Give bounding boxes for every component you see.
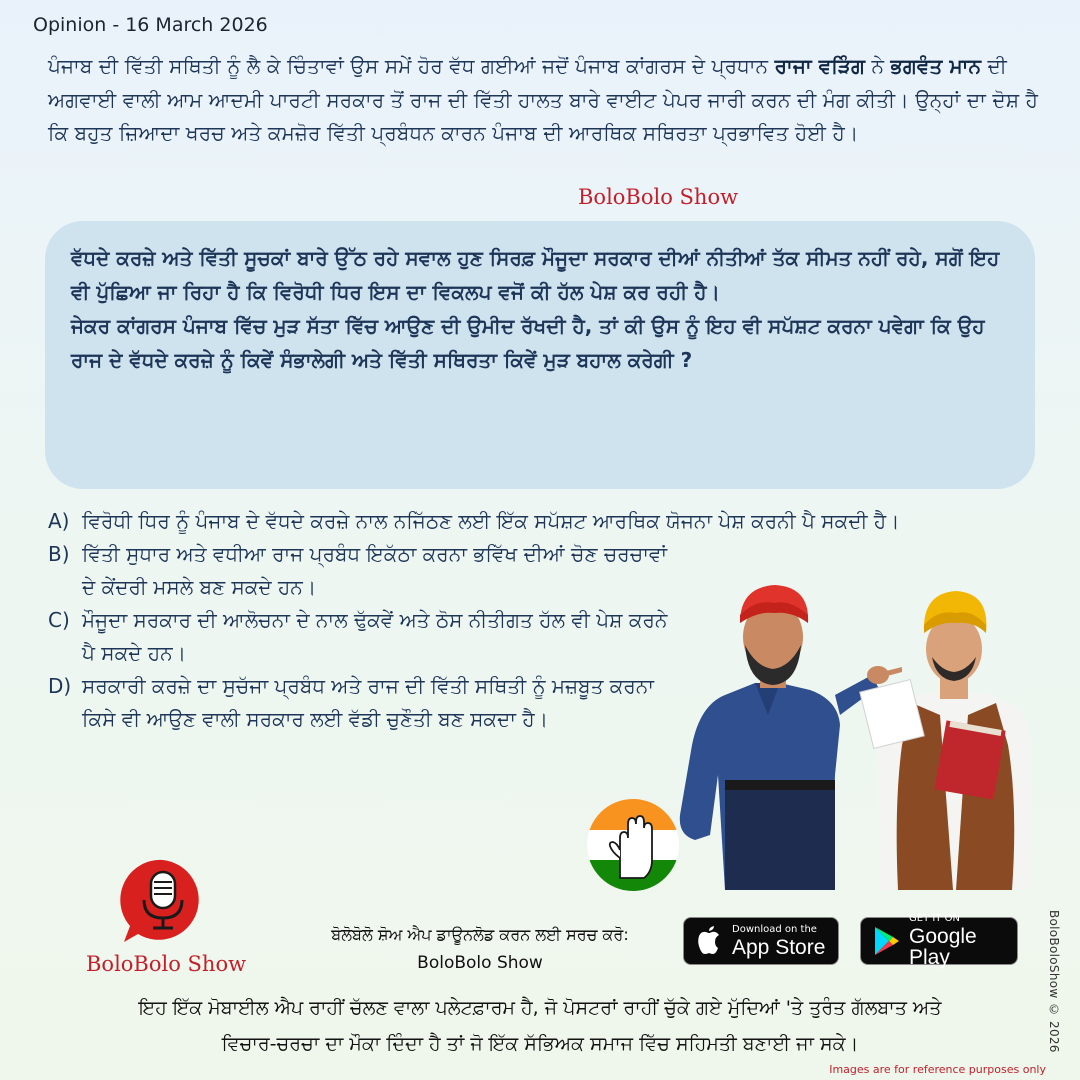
intro-part2: ਨੇ <box>865 54 891 78</box>
option-letter: B) <box>48 542 70 566</box>
man-red-turban <box>680 585 902 890</box>
brand-name: BoloBolo Show <box>86 952 247 976</box>
intro-part1: ਪੰਜਾਬ ਦੀ ਵਿੱਤੀ ਸਥਿਤੀ ਨੂੰ ਲੈ ਕੇ ਚਿੰਤਾਵਾਂ ਉਸ ਸਮੇਂ ਹੋਰ ਵੱਧ ਗਈਆਂ ਜਦੋਂ ਪੰਜਾਬ ਕਾਂਗਰਸ ਦੇ ਪ੍ਰਧਾਨ <box>48 54 775 78</box>
option-text: ਸਰਕਾਰੀ ਕਰਜ਼ੇ ਦਾ ਸੁਚੱਜਾ ਪ੍ਰਬੰਧ ਅਤੇ ਰਾਜ ਦੀ ਵਿੱਤੀ ਸਥਿਤੀ ਨੂੰ ਮਜ਼ਬੂਤ ਕਰਨਾ ਕਿਸੇ ਵੀ ਆਉਣ ਵਾਲੀ ਸਰਕਾਰ ਲਈ ਵੱਡੀ ਚੁਣੌਤੀ ਬਣ ਸਕਦਾ ਹੈ। <box>82 674 655 731</box>
app-store-small-text: Download on the <box>732 923 817 935</box>
download-app-name: BoloBolo Show <box>417 953 543 973</box>
google-play-button[interactable] <box>860 913 1018 969</box>
google-play-small-text: GET IT ON <box>909 913 960 924</box>
option-letter: C) <box>48 608 70 632</box>
app-store-big-text: App Store <box>732 935 826 959</box>
footer-line-2: ਵਿਚਾਰ-ਚਰਚਾ ਦਾ ਮੌਕਾ ਦਿੰਦਾ ਹੈ ਤਾਂ ਜੋ ਇੱਕ ਸੱਭਿਅਕ ਸਮਾਜ ਵਿੱਚ ਸਹਿਮਤੀ ਬਣਾਈ ਜਾ ਸਕੇ। <box>221 1033 859 1055</box>
footer-line-1: ਇਹ ਇੱਕ ਮੋਬਾਈਲ ਐਪ ਰਾਹੀਂ ਚੱਲਣ ਵਾਲਾ ਪਲੇਟਫ਼ਾਰਮ ਹੈ, ਜੋ ਪੋਸਟਰਾਂ ਰਾਹੀਂ ਚੁੱਕੇ ਗਏ ਮੁੱਦਿਆਂ 'ਤੇ ਤੁਰੰਤ ਗੱਲਬਾਤ ਅਤੇ <box>138 997 942 1019</box>
intro-paragraph <box>48 50 1048 151</box>
option-a[interactable] <box>48 505 998 538</box>
copyright-vertical: BoloBoloShow © 2026 <box>1047 910 1061 1053</box>
raised-hand-logo <box>586 798 680 892</box>
option-letter: D) <box>48 674 72 698</box>
download-prompt-text: ਬੋਲੋਬੋਲੋ ਸ਼ੋਅ ਐਪ ਡਾਊਨਲੋਡ ਕਰਨ ਲਈ ਸਰਚ ਕਰੋ: <box>331 925 629 944</box>
highlight-para-1: ਵੱਧਦੇ ਕਰਜ਼ੇ ਅਤੇ ਵਿੱਤੀ ਸੂਚਕਾਂ ਬਾਰੇ ਉੱਠ ਰਹੇ ਸਵਾਲ ਹੁਣ ਸਿਰਫ਼ ਮੌਜੂਦਾ ਸਰਕਾਰ ਦੀਆਂ ਨੀਤੀਆਂ ਤੱਕ ਸੀਮਤ ਨਹੀਂ ਰਹੇ, ਸਗੋਂ ਇਹ ਵੀ ਪੁੱਛਿਆ ਜਾ ਰਿਹਾ ਹੈ ਕਿ ਵਿਰੋਧੀ ਧਿਰ ਇਸ ਦਾ ਵਿਕਲਪ ਵਜੋਂ ਕੀ ਹੱਲ ਪੇਸ਼ ਕਰ ਰਹੀ ਹੈ। <box>71 246 1000 304</box>
google-play-icon <box>871 925 901 957</box>
intro-name-raja-warring: ਰਾਜਾ ਵੜਿੰਗ <box>774 54 865 78</box>
download-prompt <box>300 921 660 977</box>
google-play-big-text: Google Play <box>909 925 977 969</box>
intro-part3: ਦੀ ਅਗਵਾਈ ਵਾਲੀ ਆਮ ਆਦਮੀ ਪਾਰਟੀ ਸਰਕਾਰ ਤੋਂ ਰਾਜ ਦੀ ਵਿੱਤੀ ਹਾਲਤ ਬਾਰੇ ਵਾਈਟ ਪੇਪਰ ਜਾਰੀ ਕਰਨ ਦੀ ਮੰਗ ਕੀਤੀ। ਉਨ੍ਹਾਂ ਦਾ ਦੋਸ਼ ਹੈ ਕਿ ਬਹੁਤ ਜ਼ਿਆਦਾ ਖਰਚ ਅਤੇ ਕਮਜ਼ੋਰ ਵਿੱਤੀ ਪ੍ਰਬੰਧਨ ਕਾਰਨ ਪੰਜਾਬ ਦੀ ਆਰਥਿਕ ਸਥਿਰਤਾ ਪ੍ਰਭਾਵਿਤ ਹੋਈ ਹੈ। <box>48 54 1039 145</box>
app-store-button[interactable] <box>683 917 839 965</box>
man-yellow-turban <box>860 591 1032 890</box>
option-text: ਮੌਜੂਦਾ ਸਰਕਾਰ ਦੀ ਆਲੋਚਨਾ ਦੇ ਨਾਲ ਢੁੱਕਵੇਂ ਅਤੇ ਠੋਸ ਨੀਤੀਗਤ ਹੱਲ ਵੀ ਪੇਸ਼ ਕਰਨੇ ਪੈ ਸਕਦੇ ਹਨ। <box>82 608 668 665</box>
option-text: ਵਿੱਤੀ ਸੁਧਾਰ ਅਤੇ ਵਧੀਆ ਰਾਜ ਪ੍ਰਬੰਧ ਇਕੱਠਾ ਕਰਨਾ ਭਵਿੱਖ ਦੀਆਂ ਚੋਣ ਚਰਚਾਵਾਂ ਦੇ ਕੇਂਦਰੀ ਮਸਲੇ ਬਣ ਸਕਦੇ ਹਨ। <box>82 542 668 599</box>
highlight-box <box>45 221 1035 489</box>
intro-name-bhagwant-mann: ਭਗਵੰਤ ਮਾਨ <box>890 54 982 78</box>
option-text: ਵਿਰੋਧੀ ਧਿਰ ਨੂੰ ਪੰਜਾਬ ਦੇ ਵੱਧਦੇ ਕਰਜ਼ੇ ਨਾਲ ਨਜਿੱਠਣ ਲਈ ਇੱਕ ਸਪੱਸ਼ਟ ਆਰਥਿਕ ਯੋਜਨਾ ਪੇਸ਼ ਕਰਨੀ ਪੈ ਸਕਦੀ ਹੈ। <box>82 509 900 533</box>
highlight-para-2: ਜੇਕਰ ਕਾਂਗਰਸ ਪੰਜਾਬ ਵਿੱਚ ਮੁੜ ਸੱਤਾ ਵਿੱਚ ਆਉਣ ਦੀ ਉਮੀਦ ਰੱਖਦੀ ਹੈ, ਤਾਂ ਕੀ ਉਸ ਨੂੰ ਇਹ ਵੀ ਸਪੱਸ਼ਟ ਕਰਨਾ ਪਵੇਗਾ ਕਿ ਉਹ ਰਾਜ ਦੇ ਵੱਧਦੇ ਕਰਜ਼ੇ ਨੂੰ ਕਿਵੇਂ ਸੰਭਾਲੇਗੀ ਅਤੇ ਵਿੱਤੀ ਸਥਿਰਤਾ ਕਿਵੇਂ ਮੁੜ ਬਹਾਲ ਕਰੇਗੀ ? <box>71 314 985 372</box>
date-line: Opinion - 16 March 2026 <box>33 14 268 36</box>
microphone-speech-bubble-icon <box>118 856 208 946</box>
image-disclaimer: Images are for reference purposes only <box>829 1063 1046 1076</box>
watermark-brand: BoloBolo Show <box>578 185 739 209</box>
politicians-illustration <box>640 575 1060 890</box>
footer-description <box>40 990 1040 1062</box>
apple-logo-icon <box>694 925 724 957</box>
option-letter: A) <box>48 509 70 533</box>
